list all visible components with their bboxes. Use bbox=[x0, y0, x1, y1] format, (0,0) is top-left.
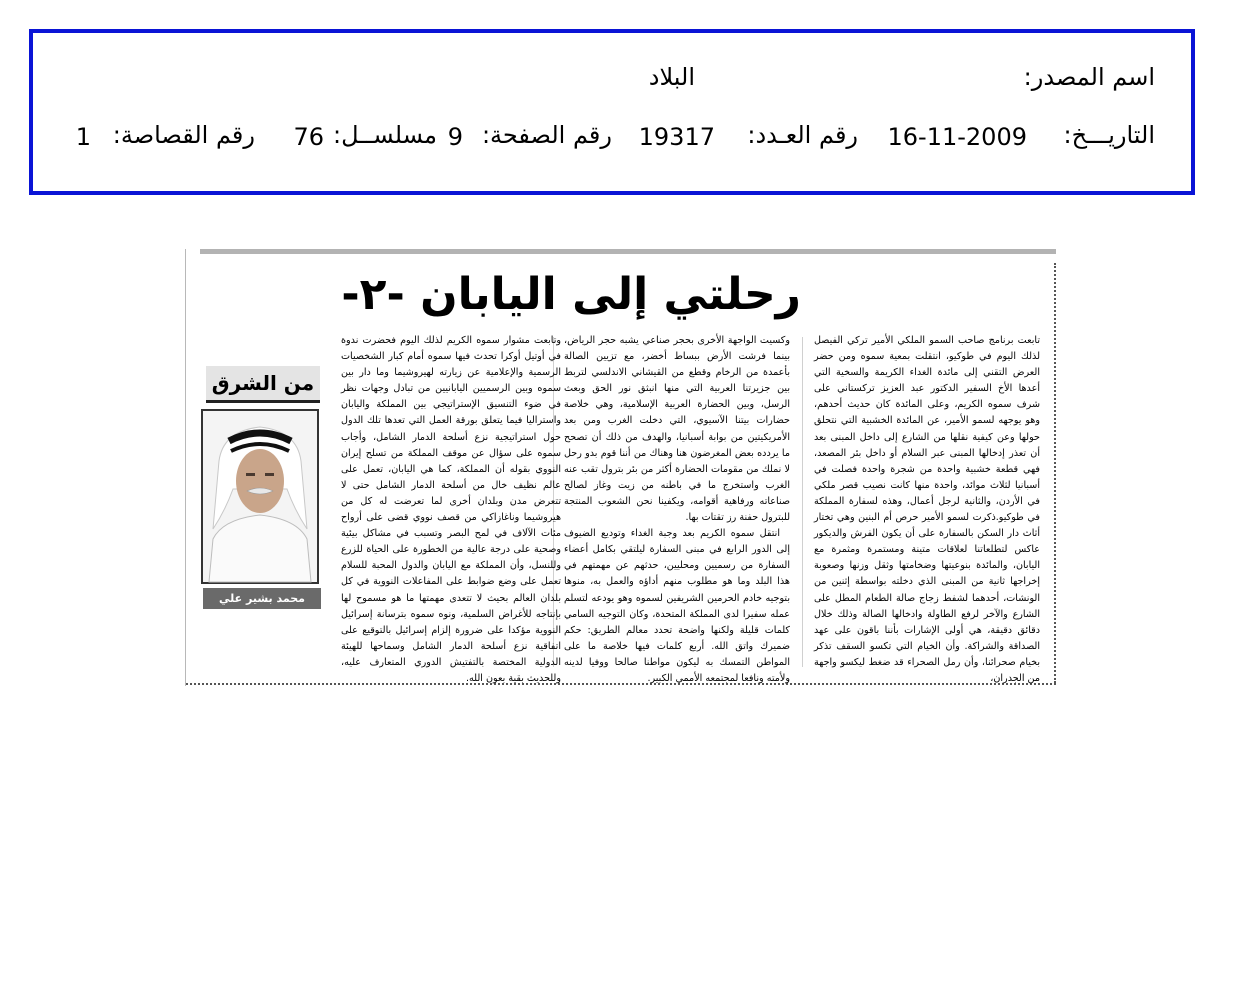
article-column-3 bbox=[341, 333, 561, 684]
source-value: البلاد bbox=[648, 63, 695, 91]
clip-value: 1 bbox=[75, 123, 91, 151]
serial-value: 76 bbox=[293, 123, 324, 151]
paragraph: تابعت برنامج صاحب السمو الملكي الأمير تركي الفيصل لذلك اليوم في طوكيو، انتقلت بمعية سموه ومن حضر العرض التقني إلى مائدة الغداء الكريمة والسخية التي أعدها الأخ السفير الدكتور عبد العزيز تركستاني على شرف سموه الكريم، وعلى المائدة كان حديث أحدهم، وهو يوجهه لسمو الأمير، عن المائدة الخشبية التي نتحلق حولها وعن كيفية نقلها من الشارع إلى داخل المبنى بعد أن تعذر إدخالها المبنى عبر السلام أو داخل بئر المصعد، فهي قطعة خشبية واحدة من شجرة واحدة فصلت في أسبانيا لثلاث موائد، واحدة منها كانت نصيب قصر ملكي في الأردن، والثانية لرجل أعمال، وهذه لسفارة المملكة في طوكيو.ذكرت لسمو الأمير حرص أم البنين وهي تختار أثاث دار السكن بالسفارة على أن يكون الفرش والديكور عاكس لتطلعاتنا لعلاقات متينة ومستمرة ومثمرة مع اليابان، والمائدة بنوعيتها وضخامتها وثقل وزنها وصعوبة إخراجها ثانية من المبنى الذي دخلته بواسطة إثنين من الونشات، أحدهما لشفط زجاج صالة الطعام المطل على الشارع والآخر لرفع الطاولة وادخالها الصالة وذلك خلال دقائق دقيقة، هي أولى الإشارات بأننا باقون على عهد الصداقة والشراكة. وأن الخيام التي تكسو السقف تذكر بخيام صحرائنا، وأن رمل الصحراء قد ضغط ليكسو واجهة من الجدران، bbox=[814, 335, 1040, 684]
article-column-1 bbox=[814, 333, 1040, 684]
serial-label: مسلســل: bbox=[333, 121, 437, 149]
clip-label: رقم القصاصة: bbox=[112, 121, 255, 149]
author-name: محمد بشير علي كردي bbox=[203, 588, 321, 609]
source-label: اسم المصدر: bbox=[1023, 63, 1155, 91]
date-value: 16-11-2009 bbox=[887, 123, 1027, 151]
newspaper-clipping bbox=[185, 249, 1055, 686]
paragraph: وكسيت الواجهة الأخرى بحجر صناعي يشبه حجر الرياض، بينما فرشت الأرض ببساط أخضر، مع تزيين الصالة بأعمدة من الرخام وقطع من القيشاني الاندلسي لتربط بين جزيرتنا العربية التي منها انبثق نور الحق وبعث الرسل، وبين الحضارة العربية الإسلامية، وهي خلاصة حضارات بيتنا الآسيوي، التي دخلت الغرب ومن بعد الأمريكيتين من بوابة أسبانيا، والهدف من ذلك أن تصحح ما يردده بعض المغرضون هنا وهناك من أننا قوم بدو رحل لا نملك من مقومات الحضارة أكثر من بئر بترول تقب عنه الغرب واستخرج ما في باطنه من زيت وغاز لصالح صناعاته ورفاهية أقوامه، ويكفينا نحن الشعوب المنتجة للبترول حفنة رز تقتات بها. bbox=[564, 335, 790, 524]
date-label: التاريـــخ: bbox=[1063, 121, 1155, 149]
source-info-box bbox=[29, 29, 1195, 195]
issue-label: رقم العـدد: bbox=[747, 121, 858, 149]
paragraph: وتابعت مشوار سموه الكريم لذلك اليوم فحضرت ندوة في أوتيل أوكرا تحدث فيها سموه أمام كبار الشخصيات الرسمية والإعلامية عن زيارته لهيروشيما وما دار بين سموه وبين الرسميين اليابانيين من تبادل وجهات نظر في ضوء التنسيق الإستراتيجي بين المملكة واليابان واستراليا فيما يتعلق بورقة العمل التي تعدها تلك الدول حول استراتيجية نزع أسلحة الدمار الشامل، وأجاب سموه على سؤال عن موقف المملكة من تسلح إيران النووي بقوله أن المملكة، كما هي اليابان، تعمل على عالم نظيف خال من أسلحة الدمار الشامل حتى لا تتعرض مدن وبلدان أخرى لما تعرضت له كل من هيروشيما وناغازاكي من قصف نووي قضى على أرواح مئات الآلاف في لمح البصر وتسبب في مشاكل بيئية وصحية على درجة عالية من الخطورة على الحياة للزرع وللنسل، وأن المملكة مع اليابان والدول المحبة للسلام تعمل على وضع ضوابط على المفاعلات النووية في كل بلدان العالم بحيث لا تتعدى مهمتها ما هو مسموح لها بإنتاجه للأغراض السلمية، ونوه سموه بترسانة إسرائيل النووية مؤكدا على ضرورة إلزام إسرائيل بالتوقيع على اتفاقية نزع أسلحة الدمار الشامل وسماحها للهيئة الدولية المختصة بالتفتيش الدوري المتعارف عليه، وللحديث بقية بعون الله. bbox=[341, 335, 561, 684]
page-label: رقم الصفحة: bbox=[481, 121, 612, 149]
right-dashed-border bbox=[1054, 263, 1056, 683]
page-value: 9 bbox=[447, 123, 463, 151]
column-name-badge: من الشرق bbox=[206, 366, 320, 403]
author-portrait-image bbox=[203, 411, 317, 582]
top-rule bbox=[200, 249, 1056, 254]
issue-value: 19317 bbox=[638, 123, 715, 151]
paragraph: انتقل سموه الكريم بعد وجبة الغداء وتوديع الضيوف إلى الدور الرابع في مبنى السفارة ليلتقي بكامل أعضاء السفارة من رسميين ومحليين، حدثهم عن مهمتهم في هذا البلد وما هو مطلوب منهم أداؤه والعمل به، منوها بتوجيه خادم الحرمين الشريفين لسموه وهو يودعه لتسلم عمله سفيرا لدى المملكة المتحدة، وكان التوجيه السامي كلمات قليلة ولكنها واضحة تحدد معالم الطريق: حكم ضميرك واتق الله. أربع كلمات فيها خلاصة ما على المواطن التمسك به ليكون مواطنا صالحا ووفيا لدينه ولأمته ونافعا لمجتمعه الأممي الكبير. bbox=[564, 528, 790, 684]
article-column-2 bbox=[564, 333, 790, 684]
column-divider bbox=[802, 337, 803, 667]
author-photo bbox=[201, 409, 319, 584]
article-headline: رحلتي إلى اليابان -٢- bbox=[341, 269, 801, 320]
